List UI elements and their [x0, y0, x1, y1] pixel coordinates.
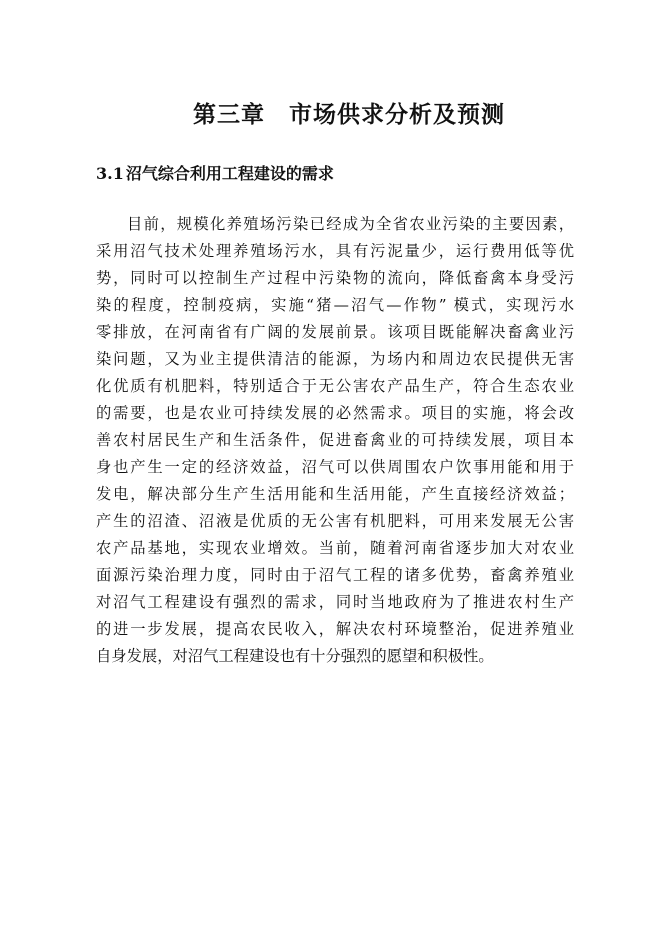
paragraph-line: 发电，解决部分生产生活用能和生活用能，产生直接经济效益；: [96, 485, 574, 503]
chapter-title: [0, 96, 662, 129]
body-paragraph: [96, 211, 574, 670]
paragraph-line: 势，同时可以控制生产过程中污染物的流向，降低畜禽本身受污: [96, 269, 574, 287]
chapter-name: 市场供求分析及预测: [289, 101, 505, 128]
paragraph-line: 农产品基地，实现农业增效。当前，随着河南省逐步加大对农业: [96, 539, 574, 557]
paragraph-line: 对沼气工程建设有强烈的需求，同时当地政府为了推进农村生产: [96, 593, 574, 611]
paragraph-line: 染的程度，控制疫病，实施“猪—沼气—作物” 模式，实现污水: [96, 296, 574, 314]
section-number: 3.1: [96, 164, 124, 183]
paragraph-line: 化优质有机肥料，特别适合于无公害农产品生产，符合生态农业: [96, 377, 574, 395]
paragraph-line: 面源污染治理力度，同时由于沼气工程的诸多优势，畜禽养殖业: [96, 566, 574, 584]
paragraph-line: 善农村居民生产和生活条件，促进畜禽业的可持续发展，项目本: [96, 431, 574, 449]
section-heading: [96, 161, 334, 184]
paragraph-line: 的进一步发展，提高农民收入，解决农村环境整治，促进养殖业: [96, 620, 574, 638]
paragraph-line: 目前，规模化养殖场污染已经成为全省农业污染的主要因素，: [127, 215, 574, 233]
paragraph-line: 身也产生一定的经济效益，沼气可以供周围农户饮事用能和用于: [96, 458, 574, 476]
paragraph-line: 产生的沼渣、沼液是优质的无公害有机肥料，可用来发展无公害: [96, 512, 574, 530]
chapter-number: 第三章: [193, 101, 265, 128]
paragraph-line: 采用沼气技术处理养殖场污水，具有污泥量少，运行费用低等优: [96, 242, 574, 260]
paragraph-line: 自身发展，对沼气工程建设也有十分强烈的愿望和积极性。: [96, 647, 494, 665]
section-title: 沼气综合利用工程建设的需求: [125, 164, 334, 183]
paragraph-line: 染问题，又为业主提供清洁的能源，为场内和周边农民提供无害: [96, 350, 574, 368]
paragraph-line: 零排放，在河南省有广阔的发展前景。该项目既能解决畜禽业污: [96, 323, 574, 341]
paragraph-line: 的需要，也是农业可持续发展的必然需求。项目的实施，将会改: [96, 404, 574, 422]
